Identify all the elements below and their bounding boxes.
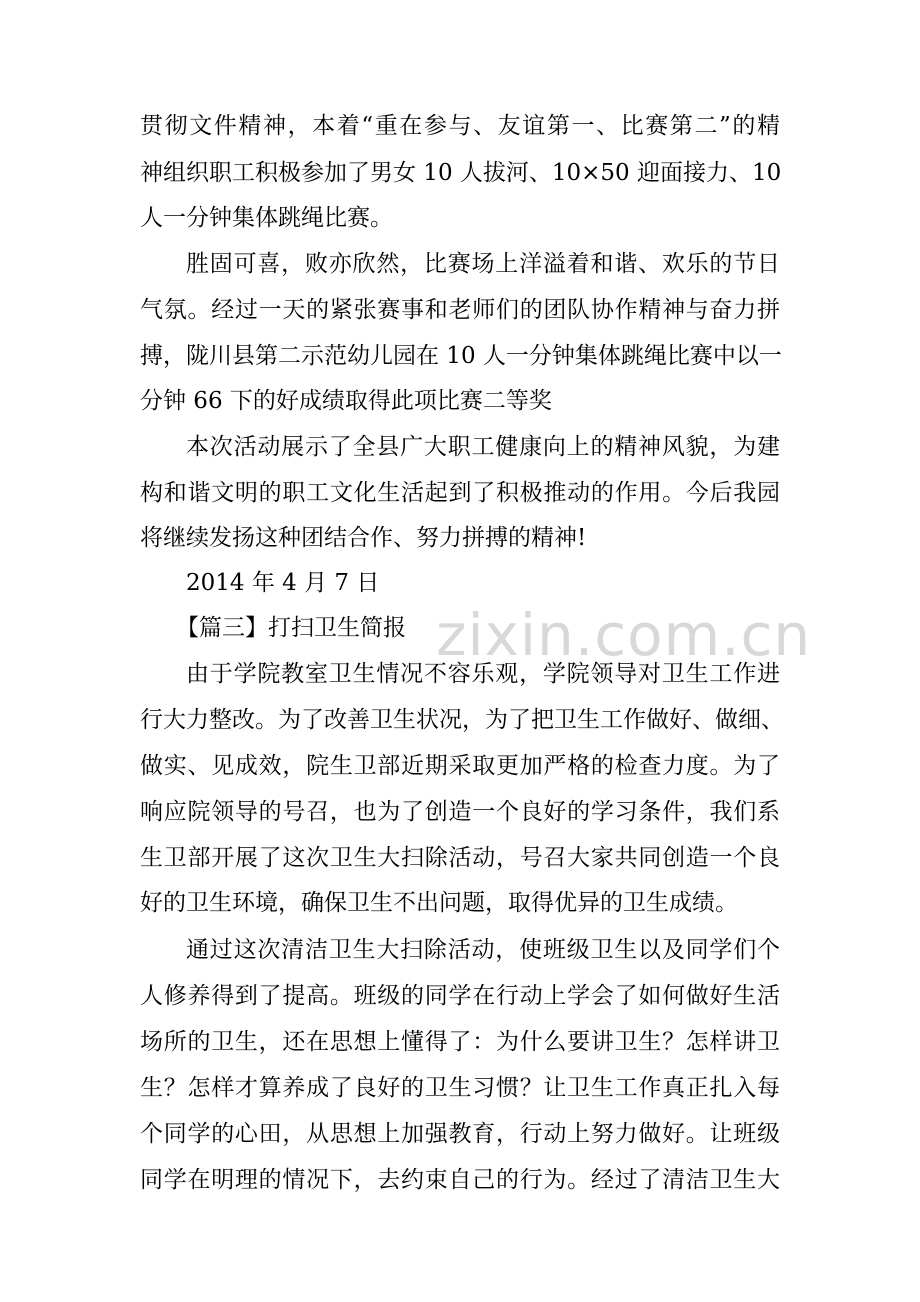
text-line: 个同学的心田，从思想上加强教育，行动上努力做好。让班级 xyxy=(140,1121,780,1147)
text-line: 生？怎样才算养成了良好的卫生习惯？让卫生工作真正扎入每 xyxy=(140,1075,780,1101)
watermark: zixin.com.cn xyxy=(436,601,812,669)
text-line: 同学在明理的情况下，去约束自己的行为。经过了清洁卫生大 xyxy=(140,1167,780,1193)
date-line: 2014 年 4 月 7 日 xyxy=(186,570,380,596)
text-line: 人一分钟集体跳绳比赛。 xyxy=(140,205,393,231)
text-line: 神组织职工积极参加了男女 10 人拔河、10×50 迎面接力、10 xyxy=(140,160,782,186)
text-line: 好的卫生环境，确保卫生不出问题，取得优异的卫生成绩。 xyxy=(140,890,738,916)
text-line: 将继续发扬这种团结合作、努力拼搏的精神! xyxy=(140,525,587,551)
text-line: 通过这次清洁卫生大扫除活动，使班级卫生以及同学们个 xyxy=(186,937,780,963)
section-heading: 【篇三】打扫卫生简报 xyxy=(176,615,406,641)
text-line: 由于学院教室卫生情况不容乐观，学院领导对卫生工作进 xyxy=(186,661,780,687)
text-line: 本次活动展示了全县广大职工健康向上的精神风貌，为建 xyxy=(186,434,780,460)
text-line: 胜固可喜，败亦欣然，比赛场上洋溢着和谐、欢乐的节日 xyxy=(186,251,780,277)
text-line: 场所的卫生，还在思想上懂得了：为什么要讲卫生？怎样讲卫 xyxy=(140,1029,780,1055)
text-line: 分钟 66 下的好成绩取得此项比赛二等奖 xyxy=(140,388,552,414)
text-line: 行大力整改。为了改善卫生状况，为了把卫生工作做好、做细、 xyxy=(140,707,784,733)
text-line: 生卫部开展了这次卫生大扫除活动，号召大家共同创造一个良 xyxy=(140,845,780,871)
text-line: 气氛。经过一天的紧张赛事和老师们的团队协作精神与奋力拼 xyxy=(140,297,780,323)
text-line: 搏，陇川县第二示范幼儿园在 10 人一分钟集体跳绳比赛中以一 xyxy=(140,343,782,369)
text-line: 构和谐文明的职工文化生活起到了积极推动的作用。今后我园 xyxy=(140,480,780,506)
text-line: 响应院领导的号召，也为了创造一个良好的学习条件，我们系 xyxy=(140,799,780,825)
text-line: 做实、见成效，院生卫部近期采取更加严格的检查力度。为了 xyxy=(140,753,780,779)
text-line: 人修养得到了提高。班级的同学在行动上学会了如何做好生活 xyxy=(140,983,780,1009)
text-line: 贯彻文件精神，本着“重在参与、友谊第一、比赛第二”的精 xyxy=(140,113,780,139)
